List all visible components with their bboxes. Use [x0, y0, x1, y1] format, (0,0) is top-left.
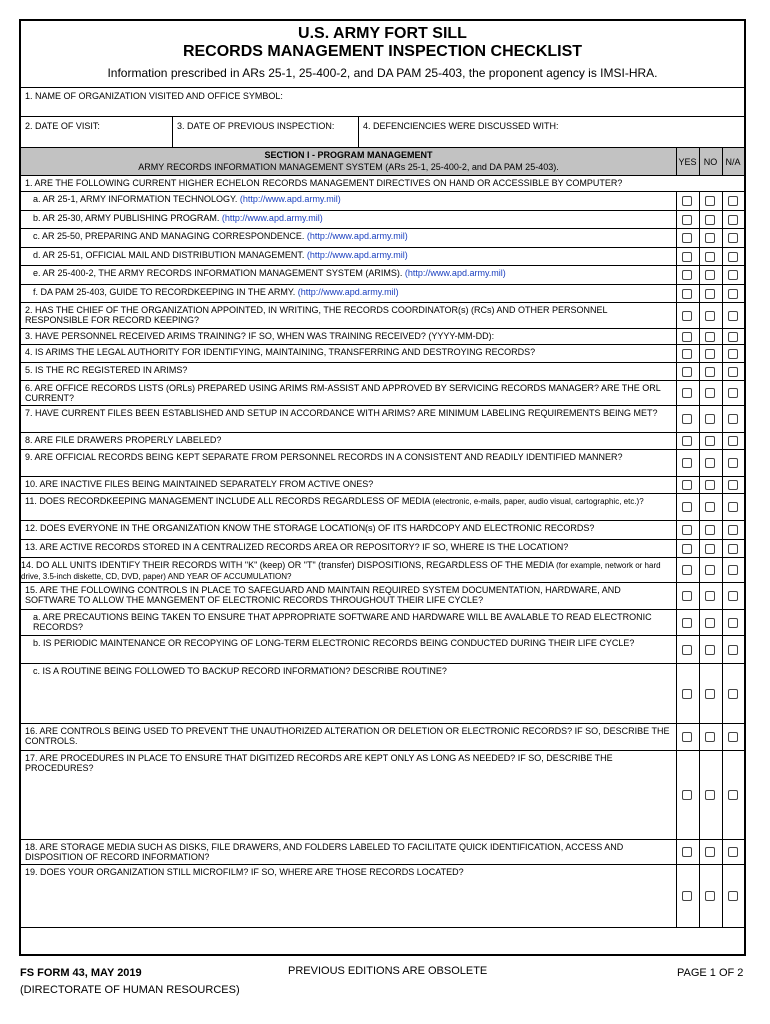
checklist-row: [21, 450, 744, 477]
checklist-row: [21, 406, 744, 433]
question-text: [25, 406, 671, 418]
na-checkbox[interactable]: [728, 436, 738, 446]
yes-checkbox[interactable]: [682, 790, 692, 800]
no-checkbox[interactable]: [705, 252, 715, 262]
yes-checkbox[interactable]: [682, 458, 692, 468]
checklist-row: [21, 266, 744, 285]
na-checkbox[interactable]: [728, 349, 738, 359]
no-checkbox[interactable]: [705, 790, 715, 800]
question-label: c. IS A ROUTINE BEING FOLLOWED TO BACKUP RECORD INFORMATION? DESCRIBE ROUTINE?: [33, 666, 447, 676]
yes-checkbox[interactable]: [682, 388, 692, 398]
org-name-field[interactable]: [21, 87, 744, 117]
na-checkbox[interactable]: [728, 270, 738, 280]
yes-checkbox[interactable]: [682, 645, 692, 655]
checklist-row: [21, 229, 744, 248]
form-number: FS FORM 43, MAY 2019: [20, 967, 142, 979]
no-checkbox[interactable]: [705, 196, 715, 206]
column-yes-header: YES: [678, 156, 697, 167]
yes-checkbox[interactable]: [682, 349, 692, 359]
question-text: [25, 450, 671, 462]
prescribing-info: Information prescribed in ARs 25-1, 25-400-2, and DA PAM 25-403, the proponent agency is IMSI-HRA.: [107, 66, 658, 80]
no-checkbox[interactable]: [705, 233, 715, 243]
na-checkbox[interactable]: [728, 891, 738, 901]
yes-checkbox[interactable]: [682, 436, 692, 446]
yes-checkbox[interactable]: [682, 367, 692, 377]
no-checkbox[interactable]: [705, 645, 715, 655]
form-header: [21, 21, 744, 88]
no-checkbox[interactable]: [705, 689, 715, 699]
question-label: 3. HAVE PERSONNEL RECEIVED ARIMS TRAINING? IF SO, WHEN WAS TRAINING RECEIVED? (YYYY-MM-DD):: [25, 331, 495, 341]
no-checkbox[interactable]: [705, 891, 715, 901]
no-checkbox[interactable]: [705, 388, 715, 398]
no-checkbox[interactable]: [705, 544, 715, 554]
question-label: 9. ARE OFFICIAL RECORDS BEING KEPT SEPARATE FROM PERSONNEL RECORDS IN A CONSISTENT AND READILY IDENTIFIED MANNER?: [25, 452, 623, 462]
yes-checkbox[interactable]: [682, 215, 692, 225]
form-title-line2: RECORDS MANAGEMENT INSPECTION CHECKLIST: [182, 43, 583, 60]
na-checkbox[interactable]: [728, 732, 738, 742]
question-text: [33, 192, 671, 204]
checklist-row: [21, 558, 744, 583]
directive-link[interactable]: (http://www.apd.army.mil): [404, 268, 506, 278]
question-text: [33, 248, 671, 260]
question-text: [25, 724, 671, 746]
column-na-header: N/A: [725, 156, 741, 167]
na-checkbox[interactable]: [728, 311, 738, 321]
question-label: 11. DOES RECORDKEEPING MANAGEMENT INCLUDE ALL RECORDS REGARDLESS OF MEDIA: [25, 496, 430, 506]
yes-checkbox[interactable]: [682, 565, 692, 575]
yes-checkbox[interactable]: [682, 544, 692, 554]
yes-checkbox[interactable]: [682, 618, 692, 628]
question-text: [25, 303, 671, 325]
discussed-with-field[interactable]: [359, 117, 744, 147]
question-text: [33, 636, 671, 648]
yes-checkbox[interactable]: [682, 502, 692, 512]
na-checkbox[interactable]: [728, 618, 738, 628]
question-text: [25, 521, 671, 533]
yes-checkbox[interactable]: [682, 480, 692, 490]
question-label: 10. ARE INACTIVE FILES BEING MAINTAINED SEPARATELY FROM ACTIVE ONES?: [25, 479, 374, 489]
question-label: 17. ARE PROCEDURES IN PLACE TO ENSURE THAT DIGITIZED RECORDS ARE KEPT ONLY AS LONG AS NEEDED? IF SO, DESCRIBE THE PROCEDURES?: [25, 753, 613, 773]
checklist-row: [21, 664, 744, 724]
question-text: [25, 494, 671, 507]
na-checkbox[interactable]: [728, 480, 738, 490]
no-checkbox[interactable]: [705, 732, 715, 742]
question-text: [33, 664, 671, 676]
question-label: b. AR 25-30, ARMY PUBLISHING PROGRAM.: [33, 213, 220, 223]
discussed-with-label: 4. DEFENCIENCIES WERE DISCUSSED WITH:: [363, 121, 559, 131]
question-label: 1. ARE THE FOLLOWING CURRENT HIGHER ECHELON RECORDS MANAGEMENT DIRECTIVES ON HAND OR ACCESSIBLE BY COMPUTER?: [25, 178, 623, 188]
checklist-row: [21, 540, 744, 558]
no-checkbox[interactable]: [705, 215, 715, 225]
checklist-row: [21, 211, 744, 229]
yes-checkbox[interactable]: [682, 732, 692, 742]
question-label: a. AR 25-1, ARMY INFORMATION TECHNOLOGY.: [33, 194, 238, 204]
na-checkbox[interactable]: [728, 252, 738, 262]
directive-link[interactable]: (http://www.apd.army.mil): [306, 231, 408, 241]
no-checkbox[interactable]: [705, 525, 715, 535]
na-checkbox[interactable]: [728, 689, 738, 699]
question-label: 13. ARE ACTIVE RECORDS STORED IN A CENTRALIZED RECORDS AREA OR REPOSITORY? IF SO, WHERE IS THE LOCATION?: [25, 542, 569, 552]
no-checkbox[interactable]: [705, 618, 715, 628]
question-text: [25, 433, 671, 445]
question-label: f. DA PAM 25-403, GUIDE TO RECORDKEEPING IN THE ARMY.: [33, 287, 296, 297]
obsolete-notice: PREVIOUS EDITIONS ARE OBSOLETE: [288, 965, 488, 977]
question-label: 18. ARE STORAGE MEDIA SUCH AS DISKS, FILE DRAWERS, AND FOLDERS LABELED TO FACILITATE QUICK IDENTIFICATION, ACCESS AND DISPOSITION OF RECORD INFORMATION?: [25, 842, 624, 862]
checklist-row: [21, 751, 744, 840]
yes-checkbox[interactable]: [682, 252, 692, 262]
yes-checkbox[interactable]: [682, 591, 692, 601]
question-label: b. IS PERIODIC MAINTENANCE OR RECOPYING OF LONG-TERM ELECTRONIC RECORDS BEING CONDUCTED DURING THEIR LIFE CYCLE?: [33, 638, 635, 648]
na-checkbox[interactable]: [728, 367, 738, 377]
question-text: [33, 211, 671, 223]
yes-checkbox[interactable]: [682, 270, 692, 280]
no-checkbox[interactable]: [705, 414, 715, 424]
question-label: 4. IS ARIMS THE LEGAL AUTHORITY FOR IDENTIFYING, MAINTAINING, TRANSFERRING AND DESTROYING RECORDS?: [25, 347, 536, 357]
checklist-row: [21, 192, 744, 211]
checklist-row: [21, 724, 744, 751]
no-checkbox[interactable]: [705, 332, 715, 342]
checklist-row: [21, 610, 744, 636]
directive-link[interactable]: (http://www.apd.army.mil): [239, 194, 341, 204]
question-text: [25, 329, 671, 341]
yes-checkbox[interactable]: [682, 233, 692, 243]
no-checkbox[interactable]: [705, 367, 715, 377]
no-checkbox[interactable]: [705, 311, 715, 321]
question-label: c. AR 25-50, PREPARING AND MANAGING CORRESPONDENCE.: [33, 231, 305, 241]
question-text: [25, 176, 740, 188]
checklist-row: [21, 381, 744, 406]
yes-checkbox[interactable]: [682, 196, 692, 206]
checklist-row: [21, 840, 744, 865]
checklist-row: [21, 176, 744, 192]
checklist-row: [21, 345, 744, 363]
yes-checkbox[interactable]: [682, 414, 692, 424]
na-checkbox[interactable]: [728, 196, 738, 206]
question-text: [25, 865, 671, 877]
column-no-header: NO: [703, 156, 718, 167]
yes-checkbox[interactable]: [682, 525, 692, 535]
na-checkbox[interactable]: [728, 502, 738, 512]
question-label: 12. DOES EVERYONE IN THE ORGANIZATION KNOW THE STORAGE LOCATION(s) OF ITS HARDCOPY AND ELECTRONIC RECORDS?: [25, 523, 595, 533]
no-checkbox[interactable]: [705, 270, 715, 280]
checklist-row: [21, 303, 744, 329]
question-label: 6. ARE OFFICE RECORDS LISTS (ORLs) PREPARED USING ARIMS RM-ASSIST AND APPROVED BY SERVICING RECORDS MANAGER? ARE THE ORL CURRENT?: [25, 383, 661, 403]
question-text: [33, 266, 671, 278]
na-checkbox[interactable]: [728, 458, 738, 468]
date-of-visit-label: 2. DATE OF VISIT:: [25, 121, 100, 131]
directive-link[interactable]: (http://www.apd.army.mil): [221, 213, 323, 223]
checklist-row: [21, 285, 744, 303]
no-checkbox[interactable]: [705, 565, 715, 575]
question-label: 7. HAVE CURRENT FILES BEEN ESTABLISHED AND SETUP IN ACCORDANCE WITH ARIMS? ARE MINIMUM LABELING REQUIREMENTS BEING MET?: [25, 408, 658, 418]
na-checkbox[interactable]: [728, 790, 738, 800]
directive-link[interactable]: (http://www.apd.army.mil): [306, 250, 408, 260]
section-subtitle: ARMY RECORDS INFORMATION MANAGEMENT SYSTEM (ARs 25-1, 25-400-2, and DA PAM 25-403).: [138, 162, 559, 172]
question-label: 16. ARE CONTROLS BEING USED TO PREVENT THE UNAUTHORIZED ALTERATION OR DELETION OR ELECTRONIC RECORDS? IF SO, DESCRIBE THE CONTROLS.: [25, 726, 670, 746]
question-text: [25, 540, 671, 552]
question-text: [25, 381, 671, 403]
checklist-row: [21, 865, 744, 928]
no-checkbox[interactable]: [705, 458, 715, 468]
question-text: [33, 285, 671, 297]
na-checkbox[interactable]: [728, 233, 738, 243]
checklist-row: [21, 363, 744, 381]
yes-checkbox[interactable]: [682, 847, 692, 857]
question-label: 2. HAS THE CHIEF OF THE ORGANIZATION APPOINTED, IN WRITING, THE RECORDS COORDINATOR(s) (RCs) AND OTHER PERSONNEL RESPONSIBLE FOR RECORD KEEPING?: [25, 305, 608, 325]
question-text: [25, 477, 671, 489]
na-checkbox[interactable]: [728, 544, 738, 554]
question-label: 5. IS THE RC REGISTERED IN ARIMS?: [25, 365, 188, 375]
checklist-row: [21, 329, 744, 345]
na-checkbox[interactable]: [728, 645, 738, 655]
section-header: [21, 147, 744, 176]
na-checkbox[interactable]: [728, 847, 738, 857]
yes-checkbox[interactable]: [682, 689, 692, 699]
date-of-visit-field[interactable]: [21, 117, 172, 147]
na-checkbox[interactable]: [728, 565, 738, 575]
na-checkbox[interactable]: [728, 289, 738, 299]
question-label: 19. DOES YOUR ORGANIZATION STILL MICROFILM? IF SO, WHERE ARE THOSE RECORDS LOCATED?: [25, 867, 464, 877]
question-text: [33, 610, 671, 632]
question-text: [25, 840, 671, 862]
checklist-row: [21, 477, 744, 494]
question-text: [25, 345, 671, 357]
checklist-row: [21, 433, 744, 450]
directorate-label: (DIRECTORATE OF HUMAN RESOURCES): [20, 984, 240, 996]
section-title: SECTION I - PROGRAM MANAGEMENT: [264, 150, 433, 160]
no-checkbox[interactable]: [705, 349, 715, 359]
yes-checkbox[interactable]: [682, 891, 692, 901]
na-checkbox[interactable]: [728, 388, 738, 398]
yes-checkbox[interactable]: [682, 332, 692, 342]
no-checkbox[interactable]: [705, 502, 715, 512]
question-label: 15. ARE THE FOLLOWING CONTROLS IN PLACE TO SAFEGUARD AND MAINTAIN REQUIRED SYSTEM DOCUMENTATION, HARDWARE, AND SOFTWARE TO ALLOW THE MANGEMENT OF ELECTRONIC RECORDS THROUGHOUT THEIR LIFE CYCLE?: [25, 585, 621, 605]
no-checkbox[interactable]: [705, 436, 715, 446]
question-note: (electronic, e-mails, paper, audio visual, cartographic, etc.)?: [432, 497, 644, 506]
question-text: [25, 363, 671, 375]
no-checkbox[interactable]: [705, 480, 715, 490]
checklist-form: [19, 19, 746, 956]
checklist-row: [21, 636, 744, 664]
na-checkbox[interactable]: [728, 591, 738, 601]
na-checkbox[interactable]: [728, 414, 738, 424]
yes-checkbox[interactable]: [682, 289, 692, 299]
page-number: PAGE 1 OF 2: [677, 967, 744, 979]
question-text: [25, 583, 671, 605]
na-checkbox[interactable]: [728, 525, 738, 535]
question-note: (for example, network or hard drive, 3.5-inch diskette, CD, DVD, paper) AND YEAR OF ACCUMULATION?: [21, 561, 661, 581]
question-text: [25, 751, 671, 773]
no-checkbox[interactable]: [705, 289, 715, 299]
question-label: 8. ARE FILE DRAWERS PROPERLY LABELED?: [25, 435, 222, 445]
question-text: [21, 558, 671, 582]
question-label: e. AR 25-400-2, THE ARMY RECORDS INFORMATION MANAGEMENT SYSTEM (ARIMS).: [33, 268, 403, 278]
previous-inspection-date-field[interactable]: [173, 117, 358, 147]
na-checkbox[interactable]: [728, 215, 738, 225]
na-checkbox[interactable]: [728, 332, 738, 342]
no-checkbox[interactable]: [705, 591, 715, 601]
checklist-row: [21, 494, 744, 521]
checklist-row: [21, 248, 744, 266]
yes-checkbox[interactable]: [682, 311, 692, 321]
directive-link[interactable]: (http://www.apd.army.mil): [297, 287, 399, 297]
question-label: d. AR 25-51, OFFICIAL MAIL AND DISTRIBUTION MANAGEMENT.: [33, 250, 305, 260]
checklist-row: [21, 583, 744, 610]
question-text: [33, 229, 671, 241]
question-label: a. ARE PRECAUTIONS BEING TAKEN TO ENSURE THAT APPROPRIATE SOFTWARE AND HARDWARE WILL BE AVALABLE TO READ ELECTRONIC RECORDS?: [33, 612, 652, 632]
no-checkbox[interactable]: [705, 847, 715, 857]
checklist-row: [21, 521, 744, 540]
org-name-label: 1. NAME OF ORGANIZATION VISITED AND OFFICE SYMBOL:: [25, 91, 283, 101]
form-title-line1: U.S. ARMY FORT SILL: [298, 25, 467, 42]
question-label: 14. DO ALL UNITS IDENTIFY THEIR RECORDS WITH "K" (keep) OR "T" (transfer) DISPOSITIONS, REGARDLESS OF THE MEDIA: [21, 560, 554, 570]
previous-inspection-date-label: 3. DATE OF PREVIOUS INSPECTION:: [177, 121, 335, 131]
